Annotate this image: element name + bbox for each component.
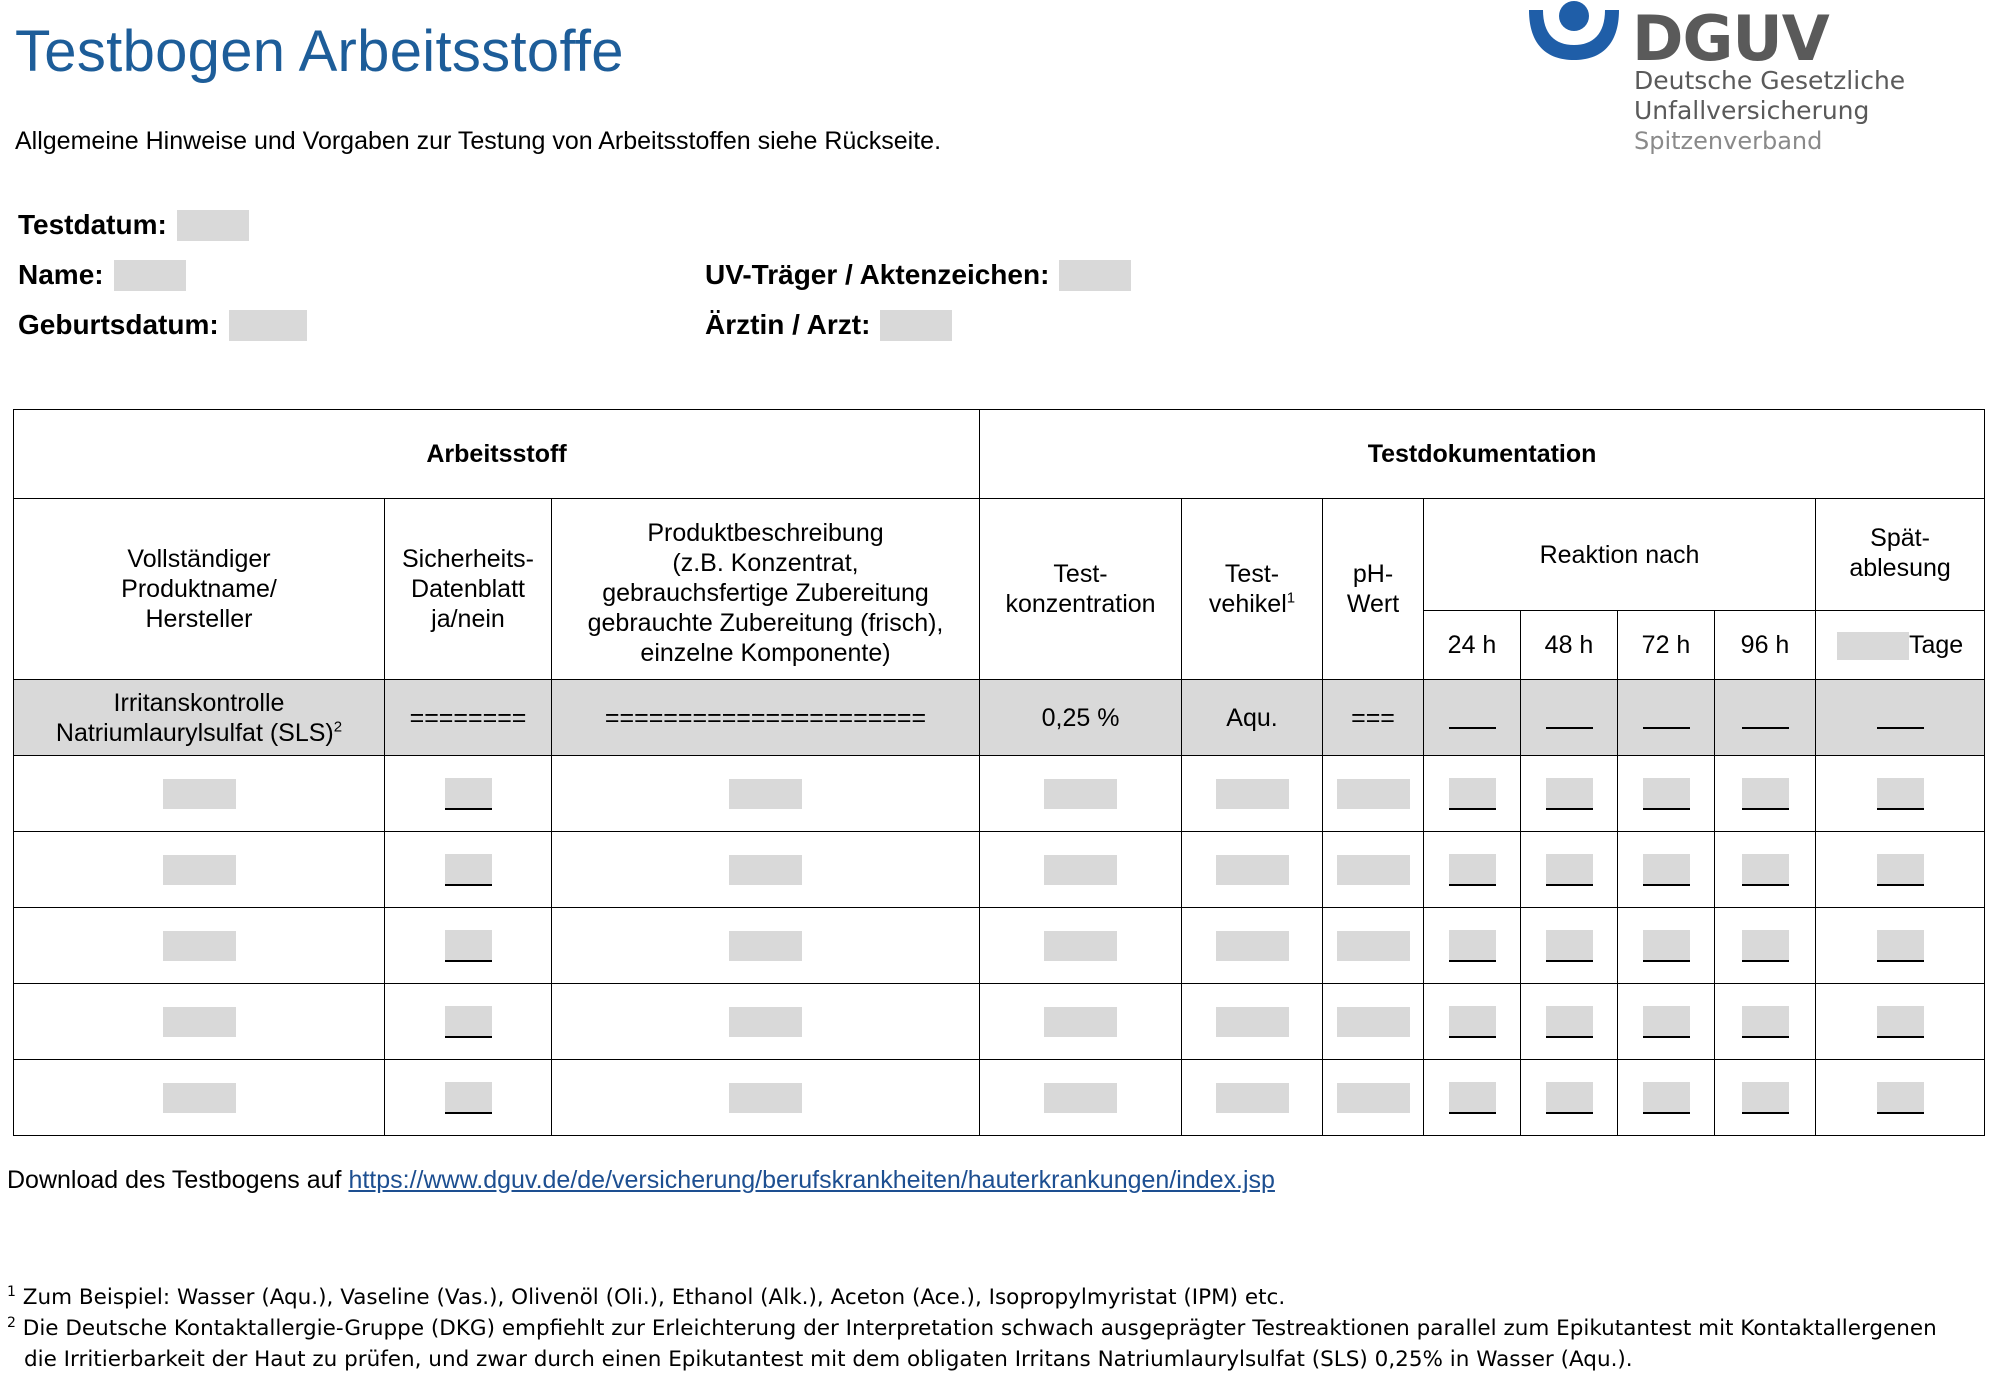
konzentration-input[interactable] bbox=[1044, 855, 1117, 885]
control-spaet[interactable] bbox=[1816, 680, 1985, 756]
table-row bbox=[14, 1060, 1985, 1136]
cell-96h bbox=[1715, 984, 1816, 1060]
vehikel-input[interactable] bbox=[1216, 855, 1289, 885]
control-konzentration: 0,25 % bbox=[980, 680, 1182, 756]
cell-sdb bbox=[385, 756, 552, 832]
96h-input[interactable] bbox=[1742, 778, 1789, 810]
cell-ph bbox=[1323, 832, 1424, 908]
description-input[interactable] bbox=[729, 931, 802, 961]
cell-konzentration bbox=[980, 908, 1182, 984]
col-header-96h: 96 h bbox=[1715, 611, 1816, 680]
vehikel-input[interactable] bbox=[1216, 1007, 1289, 1037]
name-input[interactable] bbox=[114, 260, 186, 291]
96h-input[interactable] bbox=[1742, 930, 1789, 962]
col-header-description: Produktbeschreibung (z.B. Konzentrat, gebrauchsfertige Zubereitung gebrauchte Zubereitung (frisch), einzelne Komponente) bbox=[552, 499, 980, 680]
arzt-field bbox=[705, 309, 952, 341]
col-header-sdb: Sicherheits- Datenblatt ja/nein bbox=[385, 499, 552, 680]
group-header-arbeitsstoff: Arbeitsstoff bbox=[14, 410, 980, 499]
logo-line-3: Spitzenverband bbox=[1634, 127, 1823, 155]
cell-sdb bbox=[385, 832, 552, 908]
geburtsdatum-input[interactable] bbox=[229, 310, 307, 341]
col-header-24h: 24 h bbox=[1424, 611, 1521, 680]
cell-sdb bbox=[385, 1060, 552, 1136]
konzentration-input[interactable] bbox=[1044, 1083, 1117, 1113]
name-field bbox=[18, 259, 186, 291]
tage-input[interactable] bbox=[1837, 632, 1909, 660]
48h-input[interactable] bbox=[1546, 930, 1593, 962]
72h-input[interactable] bbox=[1643, 778, 1690, 810]
control-24h[interactable] bbox=[1424, 680, 1521, 756]
control-ph: === bbox=[1323, 680, 1424, 756]
cell-24h bbox=[1424, 756, 1521, 832]
cell-vehikel bbox=[1182, 984, 1323, 1060]
konzentration-input[interactable] bbox=[1044, 931, 1117, 961]
cell-konzentration bbox=[980, 984, 1182, 1060]
testdatum-label: Testdatum: bbox=[18, 209, 167, 240]
col-header-konzentration: Test- konzentration bbox=[980, 499, 1182, 680]
24h-input[interactable] bbox=[1449, 1006, 1496, 1038]
description-input[interactable] bbox=[729, 1083, 802, 1113]
sdb-input[interactable] bbox=[445, 778, 492, 810]
cell-description bbox=[552, 1060, 980, 1136]
sdb-input[interactable] bbox=[445, 1082, 492, 1114]
spaet-input[interactable] bbox=[1877, 778, 1924, 810]
col-header-72h: 72 h bbox=[1618, 611, 1715, 680]
control-96h[interactable] bbox=[1715, 680, 1816, 756]
arzt-input[interactable] bbox=[880, 310, 952, 341]
table-row bbox=[14, 832, 1985, 908]
col-header-tage: Tage bbox=[1816, 611, 1985, 680]
control-48h[interactable] bbox=[1521, 680, 1618, 756]
page-subtitle: Allgemeine Hinweise und Vorgaben zur Testung von Arbeitsstoffen siehe Rückseite. bbox=[15, 127, 942, 155]
cell-konzentration bbox=[980, 832, 1182, 908]
vehikel-input[interactable] bbox=[1216, 779, 1289, 809]
logo-line-1: Deutsche Gesetzliche bbox=[1634, 66, 1906, 95]
cell-product bbox=[14, 1060, 385, 1136]
geburtsdatum-label: Geburtsdatum: bbox=[18, 309, 219, 340]
cell-description bbox=[552, 832, 980, 908]
72h-input[interactable] bbox=[1643, 930, 1690, 962]
product-input[interactable] bbox=[163, 779, 236, 809]
ph-input[interactable] bbox=[1337, 1083, 1410, 1113]
cell-72h bbox=[1618, 1060, 1715, 1136]
cell-ph bbox=[1323, 756, 1424, 832]
cell-48h bbox=[1521, 756, 1618, 832]
cell-description bbox=[552, 984, 980, 1060]
cell-vehikel bbox=[1182, 1060, 1323, 1136]
col-header-spaetablesung: Spät- ablesung bbox=[1816, 499, 1985, 611]
cell-vehikel bbox=[1182, 832, 1323, 908]
cell-product bbox=[14, 756, 385, 832]
sdb-input[interactable] bbox=[445, 854, 492, 886]
cell-48h bbox=[1521, 984, 1618, 1060]
logo-line-2: Unfallversicherung bbox=[1634, 96, 1870, 125]
vehikel-input[interactable] bbox=[1216, 931, 1289, 961]
control-vehikel: Aqu. bbox=[1182, 680, 1323, 756]
uv-traeger-label: UV-Träger / Aktenzeichen: bbox=[705, 259, 1050, 290]
cell-48h bbox=[1521, 908, 1618, 984]
48h-input[interactable] bbox=[1546, 778, 1593, 810]
96h-input[interactable] bbox=[1742, 1082, 1789, 1114]
download-line: Download des Testbogens auf https://www.dguv.de/de/versicherung/berufskrankheiten/hauterkrankungen/index.jsp bbox=[7, 1166, 1275, 1194]
spaet-input[interactable] bbox=[1877, 854, 1924, 886]
cell-konzentration bbox=[980, 1060, 1182, 1136]
spaet-input[interactable] bbox=[1877, 1082, 1924, 1114]
cell-description bbox=[552, 756, 980, 832]
geburtsdatum-field bbox=[18, 309, 307, 341]
control-72h[interactable] bbox=[1618, 680, 1715, 756]
konzentration-input[interactable] bbox=[1044, 1007, 1117, 1037]
ph-input[interactable] bbox=[1337, 855, 1410, 885]
name-label: Name: bbox=[18, 259, 104, 290]
uv-traeger-input[interactable] bbox=[1059, 260, 1131, 291]
cell-product bbox=[14, 908, 385, 984]
col-header-48h: 48 h bbox=[1521, 611, 1618, 680]
cell-product bbox=[14, 984, 385, 1060]
footnote-1: $^1$ Zum Beispiel: Wasser (Aqu.), Vaseline (Vas.), Olivenöl (Oli.), Ethanol (Alk.), Aceton (Ace.), Isopropylmyristat (IPM) etc. bbox=[7, 1283, 1286, 1310]
dguv-emblem-icon bbox=[1525, 0, 1625, 70]
download-link[interactable]: https://www.dguv.de/de/versicherung/berufskrankheiten/hauterkrankungen/index.jsp bbox=[348, 1166, 1275, 1194]
control-sdb: ======== bbox=[385, 680, 552, 756]
spaet-input[interactable] bbox=[1877, 930, 1924, 962]
24h-input[interactable] bbox=[1449, 854, 1496, 886]
sdb-input[interactable] bbox=[445, 1006, 492, 1038]
ph-input[interactable] bbox=[1337, 931, 1410, 961]
cell-description bbox=[552, 908, 980, 984]
cell-spaet bbox=[1816, 984, 1985, 1060]
96h-input[interactable] bbox=[1742, 854, 1789, 886]
cell-product bbox=[14, 832, 385, 908]
cell-72h bbox=[1618, 756, 1715, 832]
sdb-input[interactable] bbox=[445, 930, 492, 962]
cell-96h bbox=[1715, 756, 1816, 832]
cell-24h bbox=[1424, 1060, 1521, 1136]
testdatum-input[interactable] bbox=[177, 210, 249, 241]
col-header-product: Vollständiger Produktname/ Hersteller bbox=[14, 499, 385, 680]
product-input[interactable] bbox=[163, 1083, 236, 1113]
product-input[interactable] bbox=[163, 931, 236, 961]
cell-96h bbox=[1715, 1060, 1816, 1136]
cell-72h bbox=[1618, 984, 1715, 1060]
testdatum-field bbox=[18, 209, 249, 241]
72h-input[interactable] bbox=[1643, 1006, 1690, 1038]
cell-24h bbox=[1424, 984, 1521, 1060]
col-header-reaktion: Reaktion nach bbox=[1424, 499, 1816, 611]
cell-ph bbox=[1323, 908, 1424, 984]
cell-spaet bbox=[1816, 756, 1985, 832]
ph-input[interactable] bbox=[1337, 1007, 1410, 1037]
cell-96h bbox=[1715, 832, 1816, 908]
24h-input[interactable] bbox=[1449, 778, 1496, 810]
cell-24h bbox=[1424, 832, 1521, 908]
col-header-ph: pH- Wert bbox=[1323, 499, 1424, 680]
product-input[interactable] bbox=[163, 855, 236, 885]
table-row bbox=[14, 908, 1985, 984]
test-table bbox=[13, 409, 1985, 1136]
konzentration-input[interactable] bbox=[1044, 779, 1117, 809]
footnote-2: $^2$ Die Deutsche Kontaktallergie-Gruppe (DKG) empfiehlt zur Erleichterung der Interpretation schwach ausgeprägter Testreaktionen parallel zum Epikutantest mit Kontaktallergenen bbox=[7, 1314, 1937, 1341]
cell-spaet bbox=[1816, 1060, 1985, 1136]
96h-input[interactable] bbox=[1742, 1006, 1789, 1038]
ph-input[interactable] bbox=[1337, 779, 1410, 809]
24h-input[interactable] bbox=[1449, 930, 1496, 962]
cell-96h bbox=[1715, 908, 1816, 984]
cell-vehikel bbox=[1182, 908, 1323, 984]
72h-input[interactable] bbox=[1643, 1082, 1690, 1114]
48h-input[interactable] bbox=[1546, 1006, 1593, 1038]
cell-48h bbox=[1521, 832, 1618, 908]
48h-input[interactable] bbox=[1546, 1082, 1593, 1114]
48h-input[interactable] bbox=[1546, 854, 1593, 886]
col-header-vehikel: Test- vehikel$^1$ bbox=[1182, 499, 1323, 680]
cell-ph bbox=[1323, 1060, 1424, 1136]
cell-ph bbox=[1323, 984, 1424, 1060]
logo-wordmark: DGUV bbox=[1632, 2, 1829, 75]
table-row bbox=[14, 984, 1985, 1060]
table-row bbox=[14, 756, 1985, 832]
description-input[interactable] bbox=[729, 1007, 802, 1037]
footnote-2-cont: die Irritierbarkeit der Haut zu prüfen, und zwar durch einen Epikutantest mit dem obligaten Irritans Natriumlaurylsulfat (SLS) 0,25% in Wasser (Aqu.). bbox=[24, 1347, 1633, 1372]
uv-traeger-field bbox=[705, 259, 1131, 291]
spaet-input[interactable] bbox=[1877, 1006, 1924, 1038]
cell-72h bbox=[1618, 832, 1715, 908]
cell-spaet bbox=[1816, 832, 1985, 908]
cell-vehikel bbox=[1182, 756, 1323, 832]
page-title: Testbogen Arbeitsstoffe bbox=[15, 19, 624, 84]
description-input[interactable] bbox=[729, 779, 802, 809]
dguv-logo bbox=[1525, 0, 1985, 170]
description-input[interactable] bbox=[729, 855, 802, 885]
group-header-testdokumentation: Testdokumentation bbox=[980, 410, 1985, 499]
product-input[interactable] bbox=[163, 1007, 236, 1037]
72h-input[interactable] bbox=[1643, 854, 1690, 886]
cell-24h bbox=[1424, 908, 1521, 984]
cell-spaet bbox=[1816, 908, 1985, 984]
cell-sdb bbox=[385, 908, 552, 984]
control-product: Irritanskontrolle Natriumlaurylsulfat (SLS)$^2$ bbox=[14, 680, 385, 756]
control-row bbox=[14, 680, 1985, 756]
cell-72h bbox=[1618, 908, 1715, 984]
24h-input[interactable] bbox=[1449, 1082, 1496, 1114]
control-description: ====================== bbox=[552, 680, 980, 756]
cell-sdb bbox=[385, 984, 552, 1060]
cell-48h bbox=[1521, 1060, 1618, 1136]
arzt-label: Ärztin / Arzt: bbox=[705, 309, 871, 340]
vehikel-input[interactable] bbox=[1216, 1083, 1289, 1113]
cell-konzentration bbox=[980, 756, 1182, 832]
